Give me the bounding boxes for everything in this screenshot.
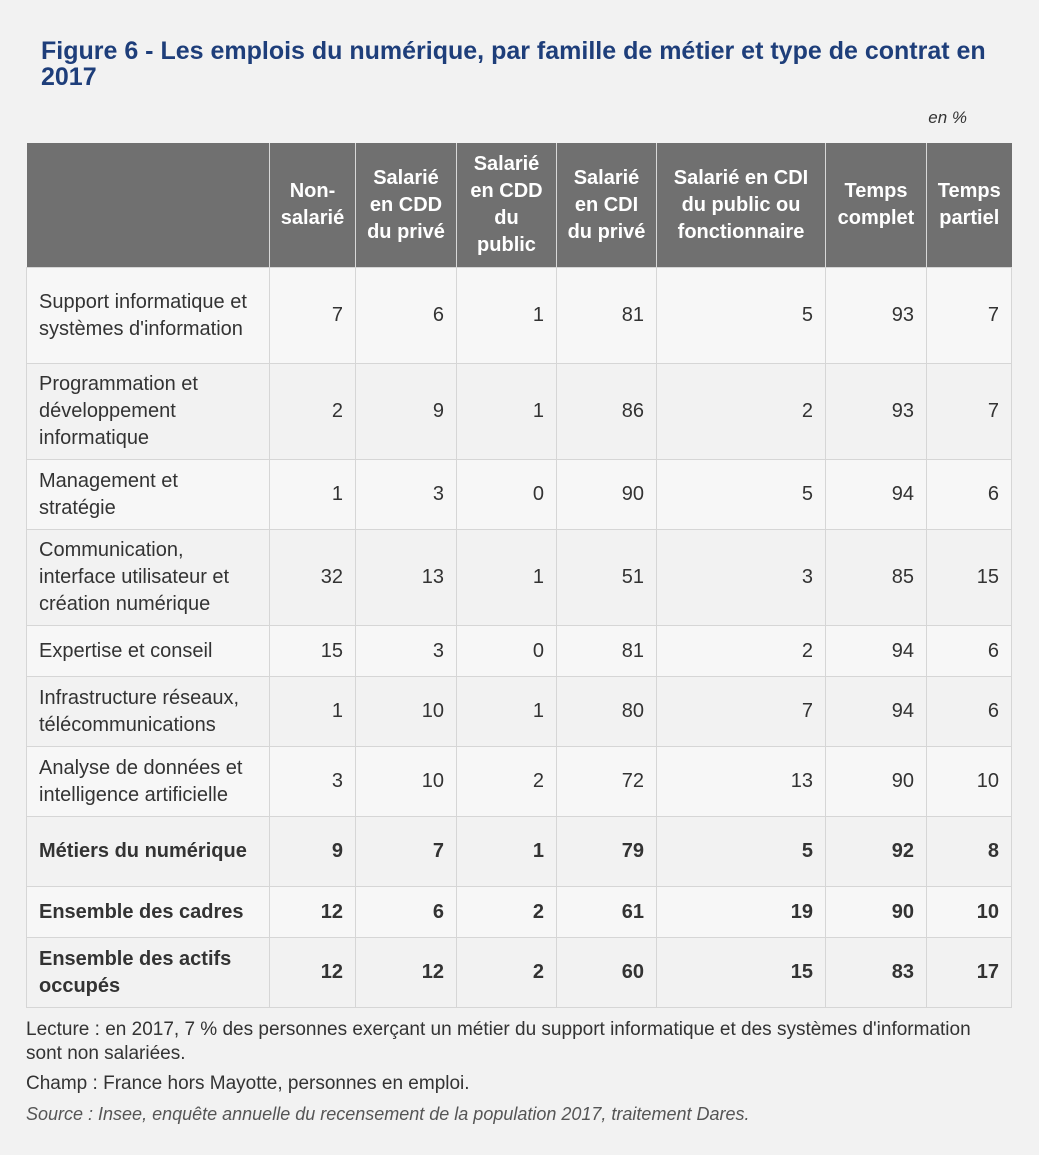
table-cell: 81 bbox=[557, 268, 657, 364]
table-row bbox=[27, 938, 1012, 1008]
row-label: Analyse de données et intelligence artificielle bbox=[27, 747, 270, 817]
table-cell: 94 bbox=[826, 626, 927, 677]
table-cell: 1 bbox=[457, 677, 557, 747]
figure-title: Figure 6 - Les emplois du numérique, par famille de métier et type de contrat en 2017 bbox=[41, 37, 986, 91]
table-cell: 9 bbox=[356, 364, 457, 460]
table-cell: 10 bbox=[927, 747, 1012, 817]
table-row bbox=[27, 364, 1012, 460]
table-cell: 6 bbox=[927, 626, 1012, 677]
column-header: Non-salarié bbox=[270, 143, 356, 268]
table-row bbox=[27, 460, 1012, 530]
table-cell: 2 bbox=[457, 887, 557, 938]
table-cell: 13 bbox=[356, 530, 457, 626]
table-cell: 7 bbox=[356, 817, 457, 887]
table-cell: 13 bbox=[657, 747, 826, 817]
table-cell: 5 bbox=[657, 268, 826, 364]
table-cell: 3 bbox=[356, 460, 457, 530]
table-cell: 17 bbox=[927, 938, 1012, 1008]
table-cell: 7 bbox=[270, 268, 356, 364]
table-cell: 2 bbox=[657, 364, 826, 460]
table-cell: 94 bbox=[826, 677, 927, 747]
table-cell: 10 bbox=[356, 747, 457, 817]
table-row bbox=[27, 747, 1012, 817]
table-cell: 19 bbox=[657, 887, 826, 938]
row-label: Expertise et conseil bbox=[27, 626, 270, 677]
table-cell: 3 bbox=[270, 747, 356, 817]
table-cell: 1 bbox=[270, 677, 356, 747]
row-label: Ensemble des cadres bbox=[27, 887, 270, 938]
row-label: Programmation et développement informatique bbox=[27, 364, 270, 460]
column-header: Salarié en CDI du privé bbox=[557, 143, 657, 268]
table-cell: 94 bbox=[826, 460, 927, 530]
table-cell: 72 bbox=[557, 747, 657, 817]
row-label: Infrastructure réseaux, télécommunications bbox=[27, 677, 270, 747]
table-row bbox=[27, 268, 1012, 364]
table-cell: 32 bbox=[270, 530, 356, 626]
table-row bbox=[27, 530, 1012, 626]
header-cell-empty bbox=[27, 143, 270, 268]
table-cell: 12 bbox=[356, 938, 457, 1008]
column-header: Salarié en CDD du public bbox=[457, 143, 557, 268]
table-cell: 1 bbox=[457, 530, 557, 626]
table-cell: 0 bbox=[457, 460, 557, 530]
table-cell: 79 bbox=[557, 817, 657, 887]
row-label: Communication, interface utilisateur et création numérique bbox=[27, 530, 270, 626]
champ-note: Champ : France hors Mayotte, personnes en emploi. bbox=[26, 1073, 470, 1094]
column-header: Temps partiel bbox=[927, 143, 1012, 268]
table-cell: 1 bbox=[457, 268, 557, 364]
table-cell: 51 bbox=[557, 530, 657, 626]
table-cell: 90 bbox=[826, 747, 927, 817]
data-table bbox=[26, 143, 1012, 1008]
table-cell: 6 bbox=[927, 460, 1012, 530]
table-cell: 2 bbox=[657, 626, 826, 677]
row-label: Métiers du numérique bbox=[27, 817, 270, 887]
table-cell: 12 bbox=[270, 887, 356, 938]
table-row bbox=[27, 817, 1012, 887]
column-header: Salarié en CDI du public ou fonctionnaire bbox=[657, 143, 826, 268]
table-cell: 60 bbox=[557, 938, 657, 1008]
table-cell: 61 bbox=[557, 887, 657, 938]
table-cell: 10 bbox=[927, 887, 1012, 938]
table-cell: 86 bbox=[557, 364, 657, 460]
table-cell: 1 bbox=[457, 364, 557, 460]
table-cell: 5 bbox=[657, 460, 826, 530]
row-label: Management et stratégie bbox=[27, 460, 270, 530]
table-cell: 83 bbox=[826, 938, 927, 1008]
table-cell: 1 bbox=[457, 817, 557, 887]
table-cell: 2 bbox=[457, 747, 557, 817]
table-cell: 6 bbox=[356, 268, 457, 364]
table-cell: 15 bbox=[927, 530, 1012, 626]
table-cell: 10 bbox=[356, 677, 457, 747]
table-cell: 9 bbox=[270, 817, 356, 887]
row-label: Support informatique et systèmes d'information bbox=[27, 268, 270, 364]
table-row bbox=[27, 677, 1012, 747]
table-cell: 15 bbox=[270, 626, 356, 677]
source-note: Source : Insee, enquête annuelle du recensement de la population 2017, traitement Dares. bbox=[26, 1104, 750, 1124]
column-header: Temps complet bbox=[826, 143, 927, 268]
table-cell: 93 bbox=[826, 364, 927, 460]
table-cell: 90 bbox=[557, 460, 657, 530]
header-row bbox=[27, 143, 1012, 268]
table-cell: 6 bbox=[356, 887, 457, 938]
table-cell: 8 bbox=[927, 817, 1012, 887]
row-label: Ensemble des actifs occupés bbox=[27, 938, 270, 1008]
table-cell: 1 bbox=[270, 460, 356, 530]
table-cell: 12 bbox=[270, 938, 356, 1008]
table-row bbox=[27, 626, 1012, 677]
table-cell: 7 bbox=[657, 677, 826, 747]
unit-label: en % bbox=[928, 108, 967, 127]
table-cell: 5 bbox=[657, 817, 826, 887]
figure-footer bbox=[26, 1018, 1011, 1132]
table-cell: 85 bbox=[826, 530, 927, 626]
table-cell: 6 bbox=[927, 677, 1012, 747]
table-cell: 7 bbox=[927, 268, 1012, 364]
table-cell: 0 bbox=[457, 626, 557, 677]
table-cell: 80 bbox=[557, 677, 657, 747]
table-cell: 93 bbox=[826, 268, 927, 364]
table-cell: 2 bbox=[270, 364, 356, 460]
table-cell: 92 bbox=[826, 817, 927, 887]
table-cell: 3 bbox=[657, 530, 826, 626]
table-body bbox=[27, 268, 1012, 1008]
table-row bbox=[27, 887, 1012, 938]
table-cell: 15 bbox=[657, 938, 826, 1008]
table-cell: 81 bbox=[557, 626, 657, 677]
column-header: Salarié en CDD du privé bbox=[356, 143, 457, 268]
table-cell: 3 bbox=[356, 626, 457, 677]
table-cell: 7 bbox=[927, 364, 1012, 460]
table-cell: 90 bbox=[826, 887, 927, 938]
lecture-note: Lecture : en 2017, 7 % des personnes exerçant un métier du support informatique et des systèmes d'information sont non salariées. bbox=[26, 1019, 971, 1064]
table-cell: 2 bbox=[457, 938, 557, 1008]
